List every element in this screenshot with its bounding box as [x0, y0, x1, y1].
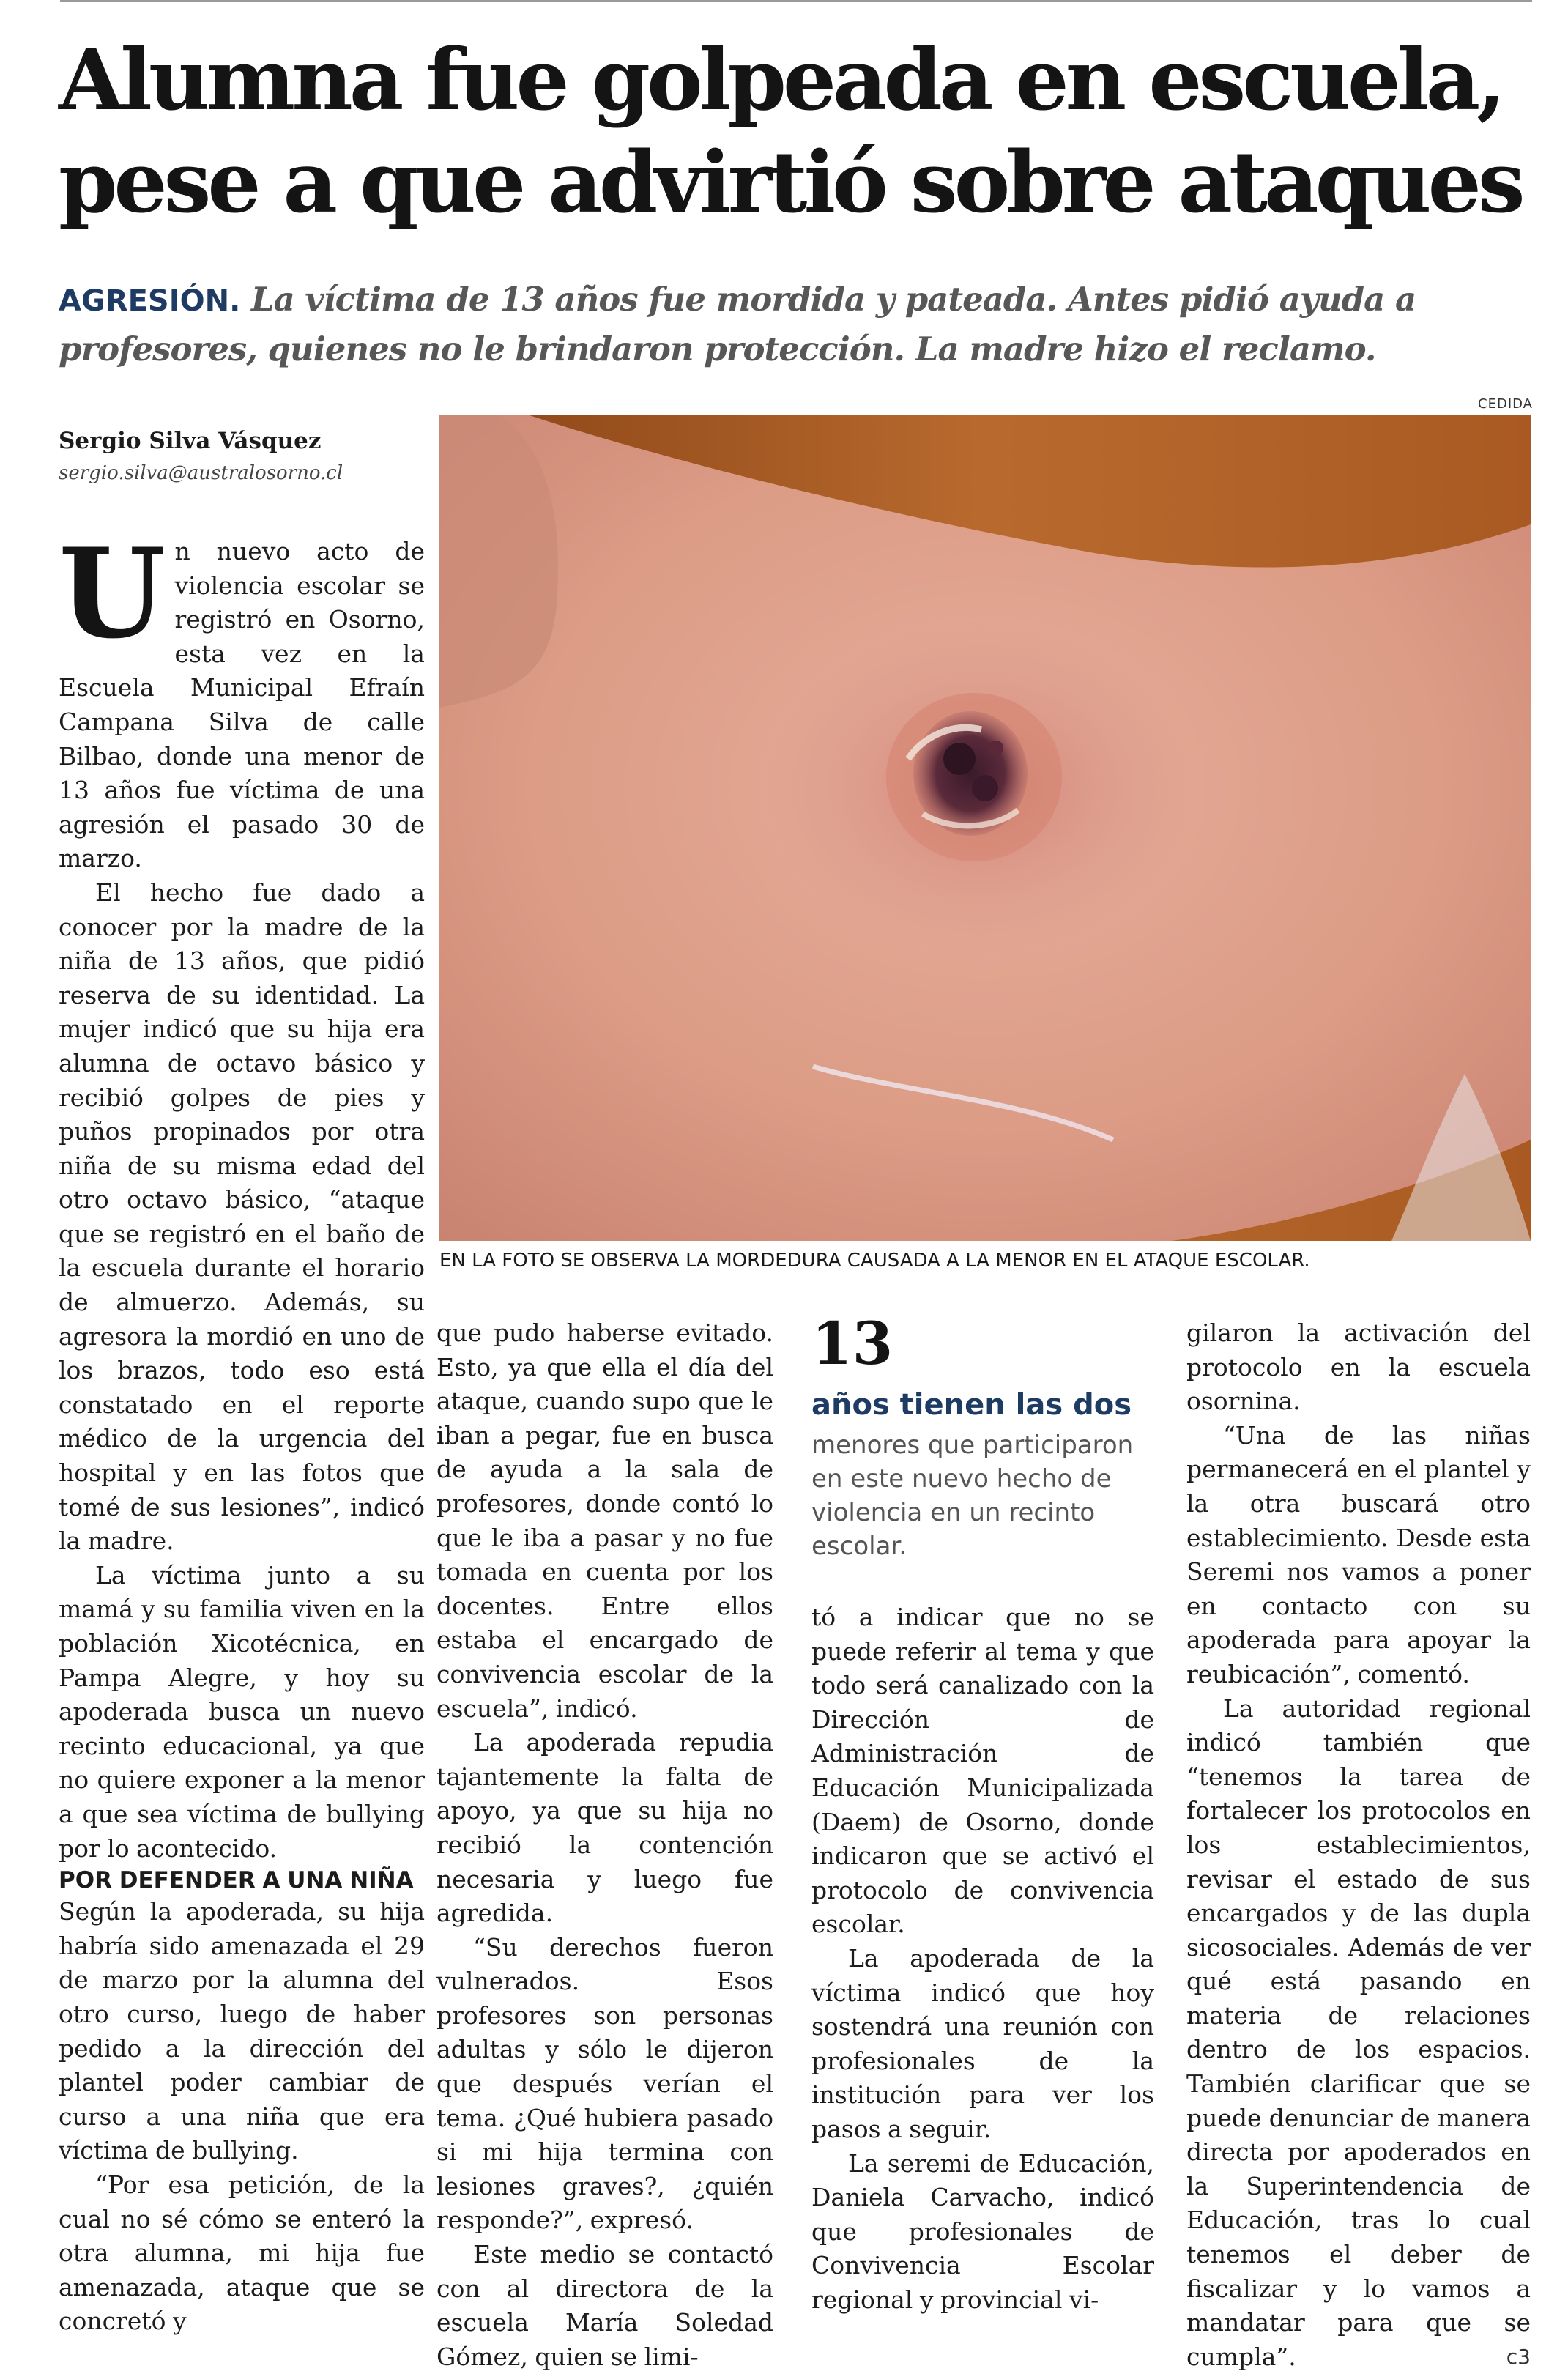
- section-subhead: POR DEFENDER A UNA NIÑA: [59, 1867, 414, 1894]
- photo-caption: EN LA FOTO SE OBSERVA LA MORDEDURA CAUSADA A LA MENOR EN EL ATAQUE ESCOLAR.: [439, 1250, 1310, 1272]
- headline-line-1: Alumna fue golpeada en escuela,: [59, 31, 1503, 130]
- paragraph-text: n nuevo acto de violencia escolar se registró en Osorno, esta vez en la Escuela Municipal Efraín Campana Silva de calle Bilbao, donde una menor de 13 años fue víctima de una agresión el pasado 30 de marzo.: [59, 537, 425, 873]
- lede-line-1: [59, 275, 1509, 325]
- paragraph: El hecho fue dado a conocer por la madre de la niña de 13 años, que pidió reserva de su identidad. La mujer indicó que su hija era alumna de octavo básico y recibió golpes de pies y puños propinados por otra niña de su misma edad del otro octavo básico, “ataque que se registró en el baño de la escuela durante el horario de almuerzo. Además, su agresora la mordió en uno de los brazos, todo eso está constatado en el reporte médico de la urgencia del hospital y en las fotos que tomé de sus lesiones”, indicó la madre.: [59, 878, 425, 1556]
- lede-text-1: La víctima de 13 años fue mordida y pateada. Antes pidió ayuda a: [250, 280, 1416, 319]
- paragraph: Este medio se contactó con al directora de la escuela María Soledad Gómez, quien se limi-: [436, 2240, 773, 2371]
- paragraph-text: La autoridad regional indicó también que “tenemos la tarea de fortalecer los protocolos en los establecimientos, revisar el estado de sus encargados y de las dupla sicosociales. Además de ver qué está pasando en materia de relaciones dentro de los espacios. También clarificar que se puede denunciar de manera directa por apoderados en la Superintendencia de Educación, tras lo cual tenemos el deber de fiscalizar y lo vamos a mandatar para que se cumpla”.: [1186, 1694, 1531, 2371]
- headline-line-2: pese a que advirtió sobre ataques: [59, 133, 1522, 232]
- headline: [59, 29, 1523, 234]
- paragraph: que pudo haberse evitado. Esto, ya que ella el día del ataque, cuando supo que le iban a pegar, fue en busca de ayuda a la sala de profesores, donde contó lo que le iba a pasar y no fue tomada en cuenta por los docentes. Entre ellos estaba el encargado de convivencia escolar de la escuela”, indicó.: [436, 1318, 773, 1723]
- article-column-4: [1186, 1316, 1531, 2374]
- paragraph: La víctima junto a su mamá y su familia viven en la población Xicotécnica, en Pampa Alegre, y hoy su apoderada busca un nuevo recinto educacional, ya que no quiere exponer a la menor a que sea víctima de bullying por lo acontecido.: [59, 1560, 425, 1863]
- article-column-3: [811, 1600, 1154, 2317]
- byline: [59, 425, 425, 489]
- top-rule: [60, 0, 1532, 2]
- drop-cap: U: [59, 521, 166, 666]
- end-mark: c3: [1506, 2344, 1531, 2369]
- paragraph: Según la apoderada, su hija habría sido amenazada el 29 de marzo por la alumna del otro curso, luego de haber pedido a la dirección del plantel poder cambiar de curso a una niña que era víctima de bullying.: [59, 1897, 425, 2165]
- article-photo: [439, 415, 1531, 1241]
- paragraph: gilaron la activación del protocolo en la escuela osornina.: [1186, 1318, 1531, 1416]
- paragraph: La apoderada repudia tajantemente la falta de apoyo, ya que su hija no recibió la contención necesaria y luego fue agredida.: [436, 1728, 773, 1928]
- paragraph: La apoderada de la víctima indicó que hoy sostendrá una reunión con profesionales de la institución para ver los pasos a seguir.: [811, 1943, 1154, 2143]
- lede-tag: AGRESIÓN.: [59, 284, 241, 318]
- lede-line-2: profesores, quienes no le brindaron protección. La madre hizo el reclamo.: [59, 330, 1376, 368]
- stat-text: menores que participaron en este nuevo hecho de violencia en un recinto escolar.: [811, 1431, 1134, 1561]
- paragraph: tó a indicar que no se puede referir al tema y que todo será canalizado con la Dirección de Administración de Educación Municipalizada (Daem) de Osorno, donde indicaron que se activó el protocolo de convivencia escolar.: [811, 1603, 1154, 1939]
- article-column-1: [59, 521, 425, 2339]
- paragraph: “Una de las niñas permanecerá en el plantel y la otra buscará otro establecimiento. Desde esta Seremi nos vamos a poner en contacto con su apoderada para apoyar la reubicación”, comentó.: [1186, 1420, 1531, 1688]
- paragraph: La seremi de Educación, Daniela Carvacho, indicó que profesionales de Convivencia Escolar regional y provincial vi-: [811, 2148, 1154, 2314]
- author-name: Sergio Silva Vásquez: [59, 428, 322, 454]
- lede: [59, 275, 1509, 374]
- paragraph: [59, 521, 425, 876]
- paragraph: “Por esa petición, de la cual no sé cómo se enteró la otra alumna, mi hija fue amenazada, ataque que se concretó y: [59, 2170, 425, 2336]
- article-column-2: [436, 1316, 773, 2374]
- paragraph: [1186, 1692, 1531, 2374]
- stat-number: 13: [811, 1309, 893, 1378]
- author-email: sergio.silva@australosorno.cl: [59, 462, 343, 484]
- stat-label: años tienen las dos: [811, 1388, 1132, 1422]
- paragraph: “Su derechos fueron vulnerados. Esos profesores son personas adultas y sólo le dijeron que después verían el tema. ¿Qué hubiera pasado si mi hija termina con lesiones graves?, ¿quién responde?”, expresó.: [436, 1932, 773, 2235]
- stat-callout: [811, 1308, 1163, 1563]
- bite-wound-photo: [439, 415, 1531, 1241]
- photo-credit: CEDIDA: [1478, 396, 1533, 412]
